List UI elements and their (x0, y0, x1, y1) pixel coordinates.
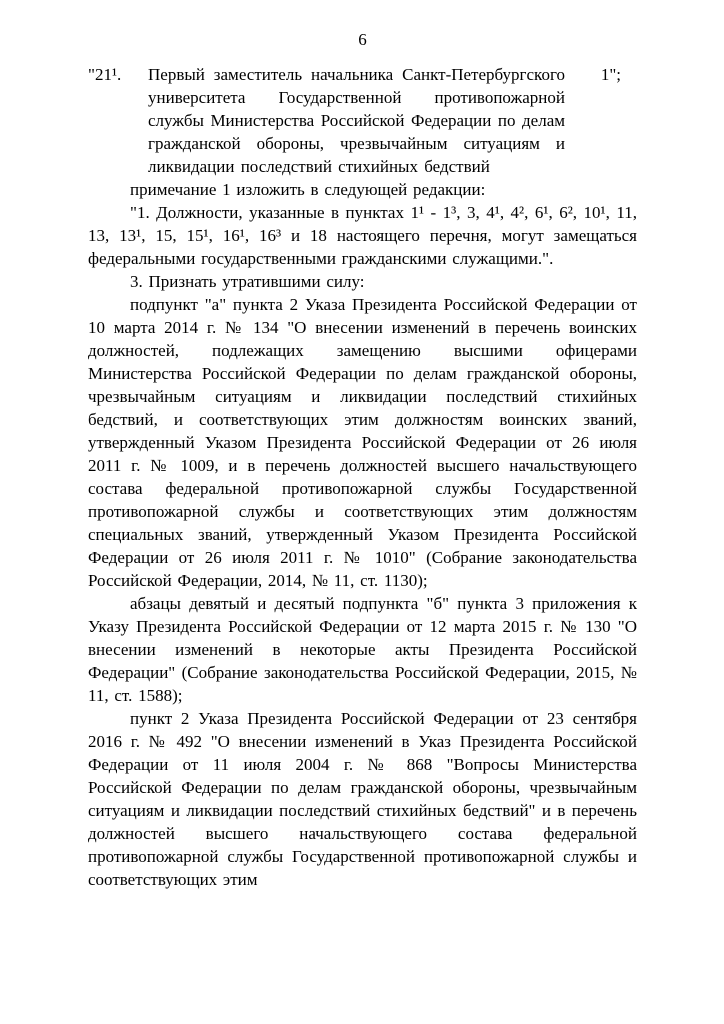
paragraph-subclause-a-decree-134: подпункт "а" пункта 2 Указа Президента Российской Федерации от 10 марта 2014 г. № 134 "О внесении изменений в перечень воинских должностей, подлежащих замещению высшими офицерами Министерства Российской Федерации по делам гражданской обороны, чрезвычайным ситуациям и ликвидации последствий стихийных бедствий, и соответствующих этим должностям воинских званий, утвержденный Указом Президента Российской Федерации от 26 июля 2011 г. № 1009, и в перечень должностей высшего начальствующего состава федеральной противопожарной службы Государственной противопожарной службы и соответствующих этим должностям специальных званий, утвержденный Указом Президента Российской Федерации от 26 июля 2011 г. № 1010" (Собрание законодательства Российской Федерации, 2014, № 11, ст. 1130); (88, 295, 637, 590)
entry-number-label: "21¹. (88, 65, 122, 84)
page-number: 6 (358, 30, 367, 49)
paragraph-note-amendment: примечание 1 изложить в следующей редакции: (130, 180, 486, 199)
paragraph-decree-492: пункт 2 Указа Президента Российской Федерации от 23 сентября 2016 г. № 492 "О внесении изменений в Указ Президента Российской Федерации от 11 июля 2004 г. № 868 "Вопросы Министерства Российской Федерации по делам гражданской обороны, чрезвычайным ситуациям и ликвидации последствий стихийных бедствий" и в перечень должностей высшего начальствующего состава федеральной противопожарной службы Государственной противопожарной службы и соответствующих этим (88, 709, 637, 889)
paragraph-note-quote: "1. Должности, указанные в пунктах 1¹ - 1³, 3, 4¹, 4², 6¹, 6², 10¹, 11, 13, 13¹, 15, 15¹, 16¹, 16³ и 18 настоящего перечня, могут замещаться федеральными государственными гражданскими служащими.". (88, 203, 637, 268)
list-entry-21-1 (88, 63, 637, 178)
paragraph-clause-3-heading: 3. Признать утратившими силу: (130, 272, 365, 291)
entry-right-value: 1"; (600, 65, 621, 84)
entry-description: Первый заместитель начальника Санкт-Петербургского университета Государственной противопожарной службы Министерства Российской Федерации по делам гражданской обороны, чрезвычайным ситуациям и ликвидации последствий стихийных бедствий (148, 65, 565, 176)
paragraph-decree-130: абзацы девятый и десятый подпункта "б" пункта 3 приложения к Указу Президента Российской Федерации от 12 марта 2015 г. № 130 "О внесении изменений в некоторые акты Президента Российской Федерации" (Собрание законодательства Российской Федерации, 2015, № 11, ст. 1588); (88, 594, 637, 705)
